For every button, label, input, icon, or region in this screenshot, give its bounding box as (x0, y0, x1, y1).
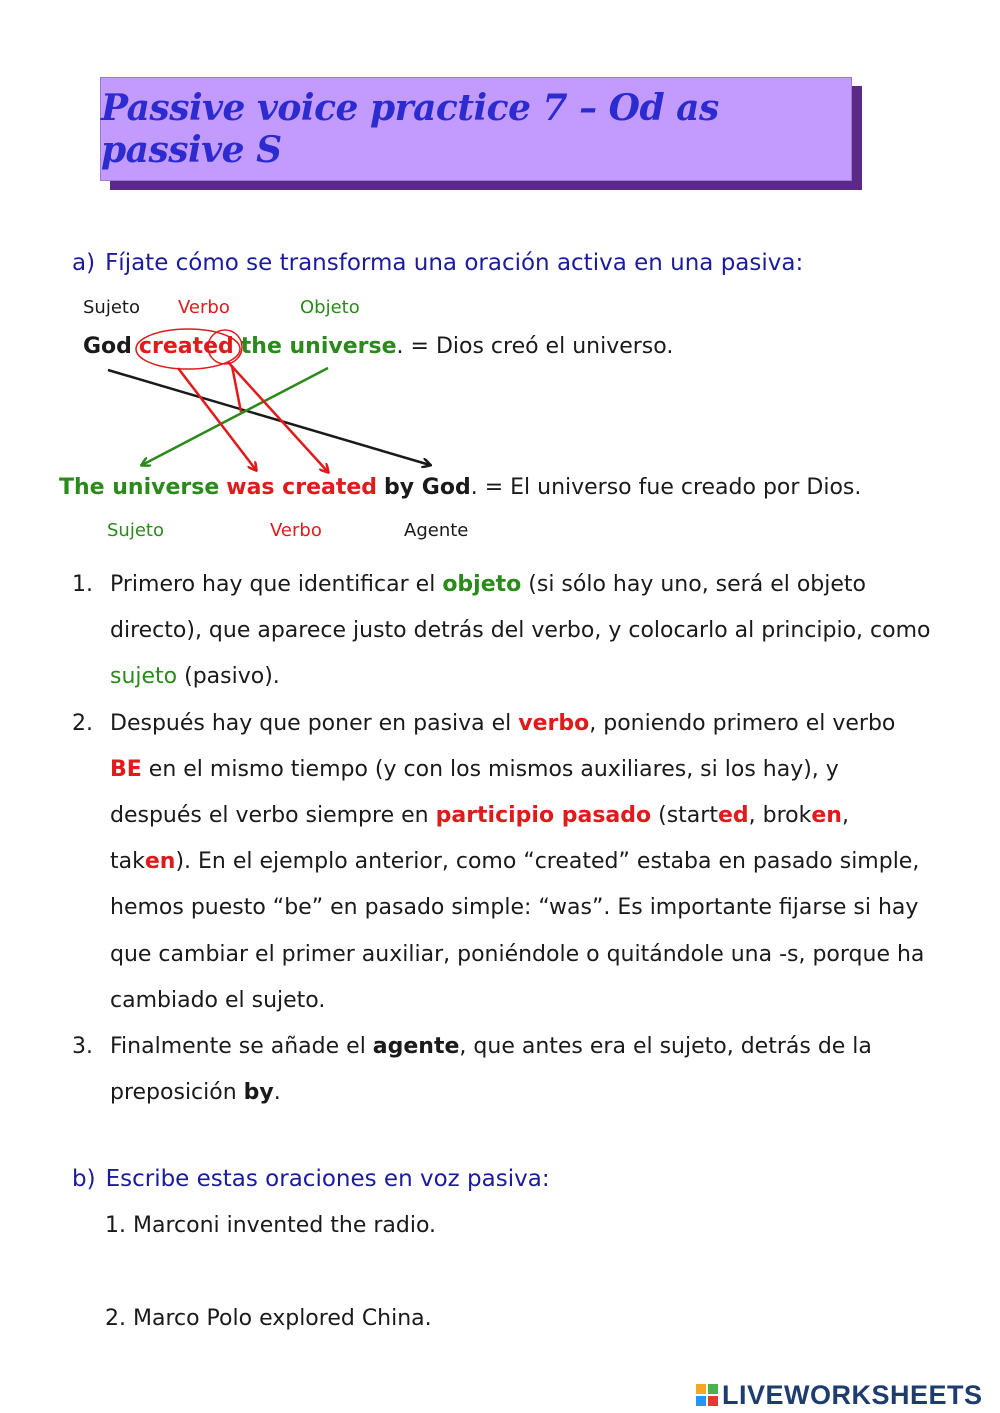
step-text: , brok (748, 803, 812, 829)
step-text: (si sólo hay uno, será el objeto directo), que aparece justo detrás del verbo, y colocarlo al principio, como (110, 572, 931, 644)
active-translation: . = Dios creó el universo. (396, 334, 674, 359)
section-b-heading (72, 1166, 550, 1192)
label-agente-bottom: Agente (404, 520, 469, 541)
steps-list (72, 562, 932, 1116)
verb-to-participle-arrow (228, 362, 328, 472)
keyword-sujeto: sujeto (110, 664, 178, 690)
subject-to-agent-arrow (108, 370, 430, 465)
section-a-text: Fíjate cómo se transforma una oración activa en una pasiva: (105, 250, 804, 276)
suffix-ed: ed (717, 803, 749, 829)
passive-sentence (59, 475, 861, 500)
suffix-en: en (144, 849, 176, 875)
step-text: (start (651, 803, 718, 829)
step-text: (pasivo). (177, 664, 280, 690)
active-subject: God (83, 334, 132, 359)
keyword-be: BE (110, 756, 142, 782)
keyword-objeto: objeto (442, 572, 522, 597)
verb-to-be-arrow (178, 368, 256, 470)
verb-circle (136, 329, 240, 369)
label-sujeto-bottom: Sujeto (107, 520, 164, 541)
step-number: 3. (72, 1034, 93, 1060)
active-object: the universe (240, 334, 397, 359)
passive-agent: by God (384, 475, 471, 500)
step-number: 2. (72, 710, 93, 736)
keyword-verbo: verbo (518, 710, 590, 736)
step-1 (72, 562, 932, 701)
label-sujeto-top: Sujeto (83, 297, 140, 318)
page-title: Passive voice practice 7 – Od as passive S (101, 87, 719, 171)
label-verbo-top: Verbo (178, 297, 230, 318)
step-text: ). En el ejemplo anterior, como “created” estaba en pasado simple, hemos puesto “be” en pasado simple: “was”. Es importante fijarse si hay que cambiar el primer auxiliar, poniéndole o quitándole una -s, porque ha cambiado el sujeto. (110, 849, 925, 1013)
step-text: , tak (110, 803, 849, 875)
section-b-text: Escribe estas oraciones en voz pasiva: (105, 1166, 550, 1192)
step-text: Después hay que poner en pasiva el (110, 710, 519, 736)
label-objeto-top: Objeto (300, 297, 360, 318)
passive-subject: The universe (59, 475, 220, 500)
step-text: , que antes era el sujeto, detrás de la preposición (110, 1034, 872, 1106)
section-a-label: a) (72, 250, 96, 276)
passive-verb: was created (226, 475, 378, 500)
step-text: en el mismo tiempo (y con los mismos auxiliares, si los hay), y después el verbo siempre en (110, 756, 839, 829)
passive-translation: . = El universo fue creado por Dios. (470, 475, 862, 500)
step-text: Primero hay que identificar el (110, 572, 443, 597)
exercise-2: 2. Marco Polo explored China. (105, 1306, 432, 1331)
liveworksheets-logo (696, 1378, 983, 1412)
keyword-agente: agente (372, 1034, 460, 1060)
step-number: 1. (72, 572, 93, 597)
suffix-en: en (811, 803, 842, 829)
step-3 (72, 1024, 932, 1116)
exercise-1: 1. Marconi invented the radio. (105, 1213, 437, 1238)
logo-text: LIVEWORKSHEETS (722, 1379, 983, 1410)
label-verbo-bottom: Verbo (270, 520, 322, 541)
section-b-label: b) (72, 1166, 96, 1192)
step-text: . (273, 1080, 281, 1106)
keyword-by: by (243, 1080, 274, 1106)
logo-mark-icon (696, 1384, 718, 1406)
step-2 (72, 701, 932, 1024)
step-text: , poniendo primero el verbo (589, 710, 896, 736)
active-verb: created (138, 334, 234, 359)
step-text: Finalmente se añade el (110, 1034, 373, 1060)
keyword-participio: participio pasado (435, 803, 652, 829)
